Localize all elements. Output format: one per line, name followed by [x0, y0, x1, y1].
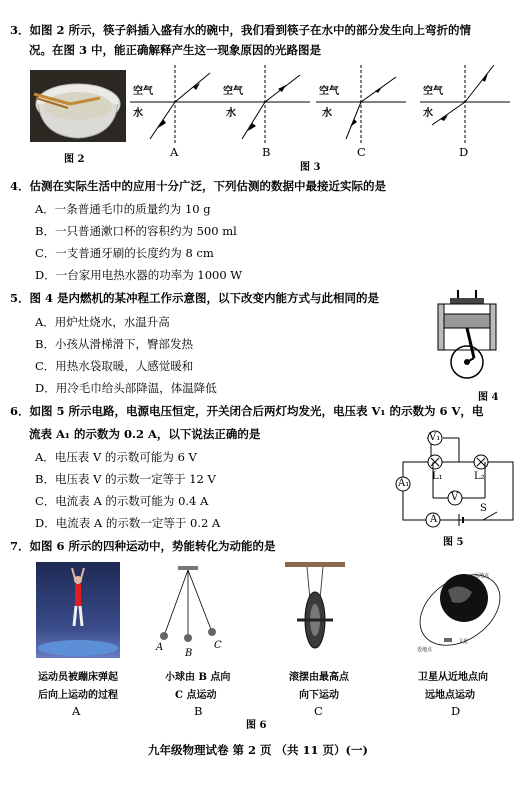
air-label-b: 空气 [223, 86, 243, 97]
ammeter-a-label: A [430, 514, 438, 525]
q7-caption-b-line2: C 点运动 [175, 690, 217, 701]
option-letter-d: D [459, 145, 469, 159]
q7-caption-c-line2: 向下运动 [299, 690, 339, 701]
q5-option-c: C．用热水袋取暖，人感觉暖和 [35, 359, 194, 373]
bowl-chopsticks-photo [30, 70, 126, 142]
water-label-b: 水 [226, 108, 236, 119]
q7-caption-b-line1: 小球由 B 点向 [165, 672, 231, 683]
fig4-caption: 图 4 [478, 392, 499, 403]
q6-option-a: A．电压表 V 的示数可能为 6 V [35, 450, 197, 464]
lamp-l1-label: L₁ [432, 471, 443, 482]
q3-stem-line1: 3．如图 2 所示，筷子斜插入盛有水的碗中，我们看到筷子在水中的部分发生向上弯折的情 [10, 23, 472, 37]
switch-s-label: S [480, 503, 487, 514]
pendulum-point-a: A [156, 642, 164, 653]
q4-option-c: C．一支普通牙刷的长度约为 8 cm [35, 246, 214, 260]
option-letter-b: B [262, 145, 271, 159]
far-point-label: 远地点 [474, 573, 490, 579]
air-label-a: 空气 [133, 86, 153, 97]
q5-stem: 5．图 4 是内燃机的某冲程工作示意图，以下改变内能方式与此相同的是 [10, 291, 380, 305]
q7-caption-a-line1: 运动员被蹦床弹起 [38, 672, 118, 683]
q3-stem-line2: 况。在图 3 中，能正确解释产生这一现象原因的光路图是 [29, 43, 322, 57]
air-label-c: 空气 [319, 86, 339, 97]
q5-option-a: A．用炉灶烧水，水温升高 [35, 315, 170, 329]
near-point-label: 近地点 [417, 647, 433, 653]
water-label-a: 水 [133, 108, 143, 119]
q7-letter-d: D [451, 704, 461, 718]
water-label-c: 水 [322, 108, 332, 119]
q5-option-d: D．用冷毛巾给头部降温，体温降低 [35, 381, 217, 395]
voltmeter-v1-label: V₁ [429, 432, 441, 443]
q4-option-a: A．一条普通毛巾的质量约为 10 g [35, 202, 211, 216]
ammeter-a1-label: A₁ [398, 478, 410, 489]
q7-caption-c-line1: 滚摆由最高点 [289, 672, 349, 683]
fig6-caption: 图 6 [246, 720, 267, 731]
q7-letter-b: B [194, 704, 203, 718]
q6-stem-line2: 流表 A₁ 的示数为 0.2 A，以下说法正确的是 [29, 427, 261, 441]
lamp-l2-label: L₂ [474, 471, 485, 482]
water-label-d: 水 [423, 108, 433, 119]
voltmeter-v-label: V [451, 492, 459, 503]
q5-option-b: B．小孩从滑梯滑下，臀部发热 [35, 337, 193, 351]
q7-stem: 7．如图 6 所示的四种运动中，势能转化为动能的是 [10, 539, 276, 553]
air-label-d: 空气 [423, 86, 443, 97]
q4-option-b: B．一只普通漱口杯的容积约为 500 ml [35, 224, 237, 238]
trampoline-photo [36, 562, 120, 658]
pendulum-point-b: B [185, 648, 193, 659]
q7-caption-d-line2: 远地点运动 [425, 690, 475, 701]
q4-stem: 4．估测在实际生活中的应用十分广泛，下列估测的数据中最接近实际的是 [10, 179, 386, 193]
fig5-caption: 图 5 [443, 537, 464, 548]
option-letter-c: C [357, 145, 366, 159]
page-footer: 九年级物理试卷 第 2 页 （共 11 页）(一) [148, 743, 368, 757]
q7-letter-a: A [72, 704, 81, 718]
fig2-caption: 图 2 [64, 154, 85, 165]
q6-option-b: B．电压表 V 的示数一定等于 12 V [35, 472, 216, 486]
q6-option-d: D．电流表 A 的示数一定等于 0.2 A [35, 516, 221, 530]
pendulum-point-c: C [214, 640, 222, 651]
q7-letter-c: C [314, 704, 323, 718]
q7-caption-d-line1: 卫星从近地点向 [418, 672, 488, 683]
satellite-label: 卫星 [458, 639, 469, 645]
fig3-caption: 图 3 [300, 162, 321, 173]
q6-option-c: C．电流表 A 的示数可能为 0.4 A [35, 494, 209, 508]
q7-caption-a-line2: 后向上运动的过程 [38, 690, 118, 701]
maxwell-wheel-photo [283, 562, 347, 658]
q4-option-d: D．一台家用电热水器的功率为 1000 W [35, 268, 243, 282]
option-letter-a: A [170, 145, 179, 159]
q6-stem-line1: 6．如图 5 所示电路，电源电压恒定，开关闭合后两灯均发光，电压表 V₁ 的示数为 6 V，电 [10, 404, 484, 418]
